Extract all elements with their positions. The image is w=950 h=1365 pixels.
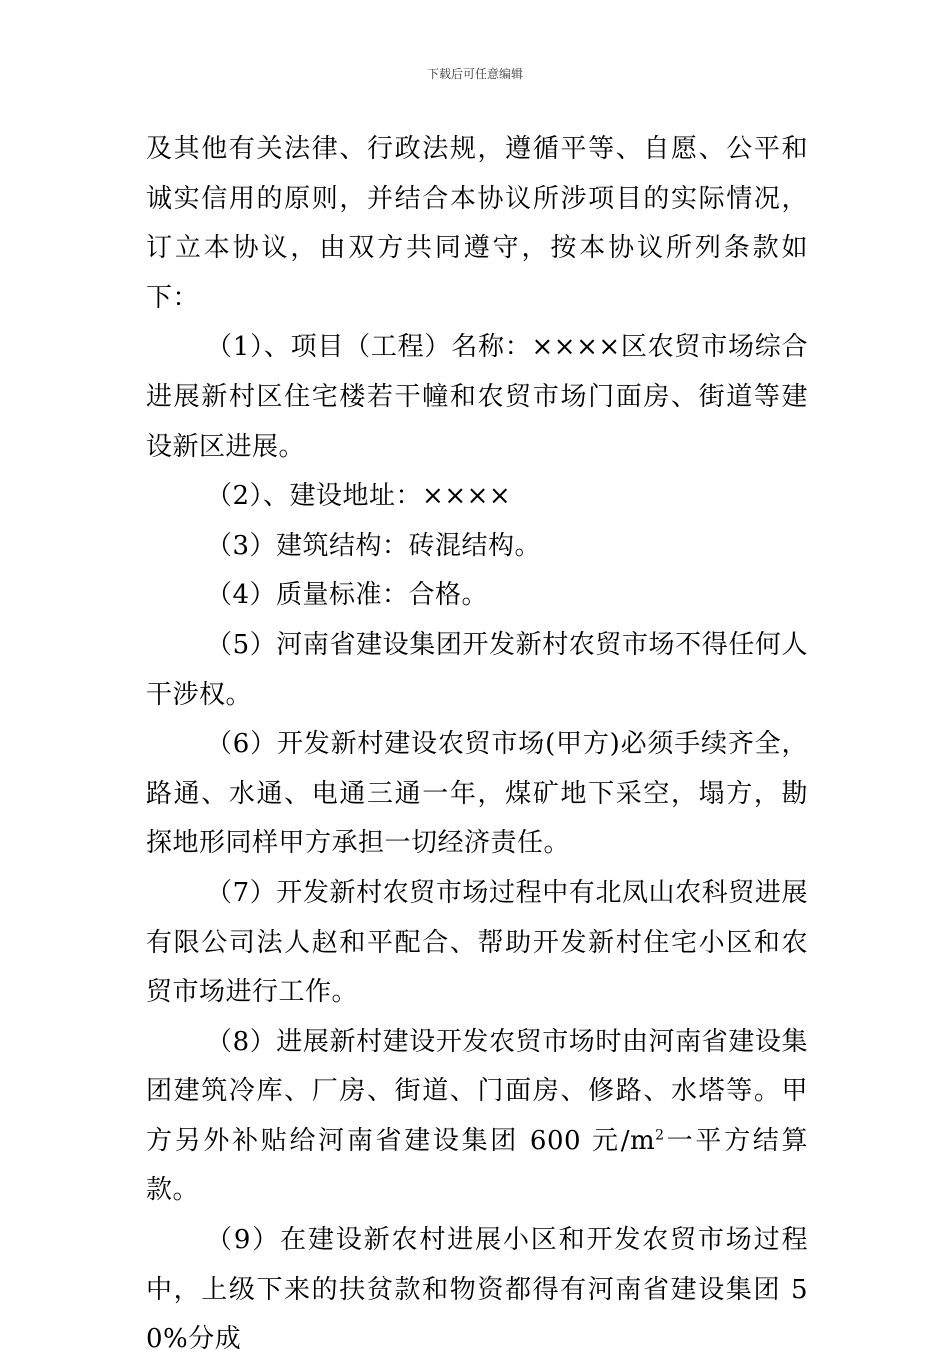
paragraph-item-3: （3）建筑结构：砖混结构。: [206, 530, 542, 561]
paragraph-item-2: （2）、建设地址：××××: [206, 481, 512, 512]
superscript-squared: 2: [655, 1127, 665, 1144]
document-body: [146, 125, 808, 1365]
paragraph-item-8-tail: 一平方结算款。: [146, 1125, 808, 1206]
paragraph-item-5: （5）河南省建设集团开发新村农贸市场不得任何人干涉权。: [146, 629, 808, 710]
paragraph-item-8: [146, 1018, 808, 1216]
paragraph-item-6: （6）开发新村建设农贸市场(甲方)必须手续齐全，路通、水通、电通三通一年，煤矿地下采空，塌方，勘探地形同样甲方承担一切经济责任。: [146, 729, 808, 859]
paragraph-item-1: （1）、项目（工程）名称：××××区农贸市场综合进展新村区住宅楼若干幢和农贸市场门面房、街道等建设新区进展。: [146, 332, 808, 462]
paragraph-item-4: （4）质量标准：合格。: [206, 580, 489, 611]
paragraph-intro: 及其他有关法律、行政法规，遵循平等、自愿、公平和诚实信用的原则，并结合本协议所涉项目的实际情况，订立本协议，由双方共同遵守，按本协议所列条款如下：: [146, 134, 808, 313]
paragraph-item-8-text: （8）进展新村建设开发农贸市场时由河南省建设集团建筑冷库、厂房、街道、门面房、修路、水塔等。甲方另外补贴给河南省建设集团 600 元/m: [146, 1026, 808, 1156]
paragraph-item-7: （7）开发新村农贸市场过程中有北凤山农科贸进展有限公司法人赵和平配合、帮助开发新村住宅小区和农贸市场进行工作。: [146, 877, 808, 1008]
page-header-note: 下载后可任意编辑: [426, 67, 523, 81]
paragraph-item-9: （9）在建设新农村进展小区和开发农贸市场过程中，上级下来的扶贫款和物资都得有河南省建设集团 50%分成: [146, 1225, 808, 1355]
